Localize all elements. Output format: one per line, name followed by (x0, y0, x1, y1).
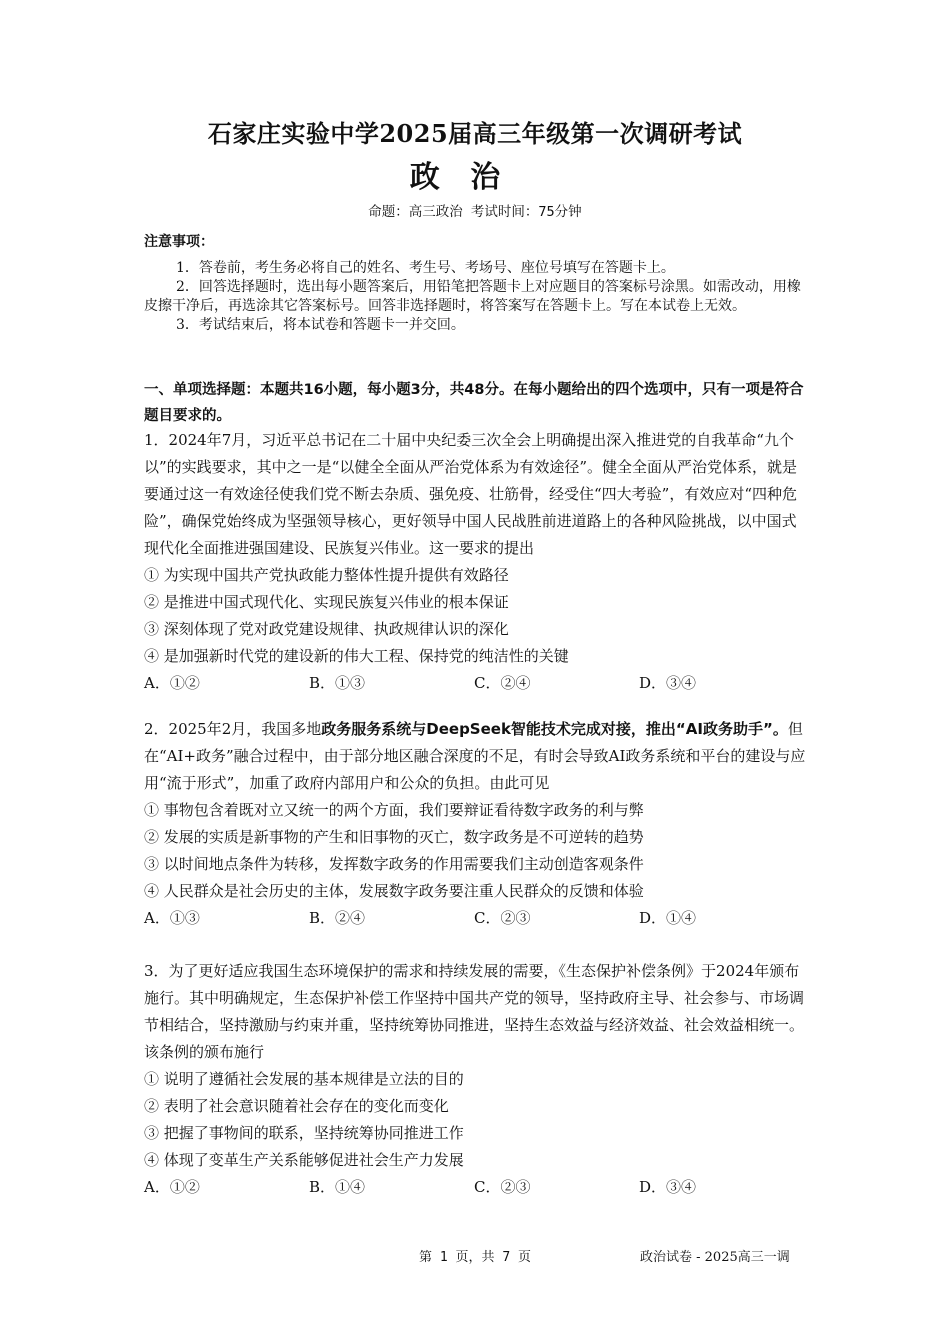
exam-meta: 命题：高三政治 考试时间：75分钟 (368, 204, 582, 220)
option-b: B．②④ (309, 909, 366, 927)
exam-subject: 政 治 (409, 160, 511, 195)
option-a: A．①③ (144, 909, 200, 927)
section-title: 一、单项选择题：本题共16小题，每小题3分，共48分。在每小题给出的四个选项中，只有一项是符合题目要求的。 (144, 382, 804, 424)
statement: ③ 把握了事物间的联系，坚持统筹协同推进工作 (144, 1124, 464, 1142)
statement: ③ 以时间地点条件为转移，发挥数字政务的作用需要我们主动创造客观条件 (144, 855, 644, 873)
statement: ① 事物包含着既对立又统一的两个方面，我们要辩证看待数字政务的利与弊 (144, 801, 644, 819)
option-row (144, 670, 806, 697)
statement: ② 表明了社会意识随着社会存在的变化而变化 (144, 1097, 449, 1115)
option-c: C．②③ (474, 909, 531, 927)
statement: ① 说明了遵循社会发展的基本规律是立法的目的 (144, 1070, 464, 1088)
question-stem-part: 但在“AI+政务”融合过程中，由于部分地区融合深度的不足，有时会导致AI政务系统和平台的建设与应用“流于形式”，加重了政府内部用户和公众的负担。由此可见 (144, 720, 806, 792)
option-row (144, 1174, 806, 1201)
option-a: A．①② (144, 1178, 200, 1196)
question-1 (144, 427, 806, 697)
notice-item: 1．答卷前，考生务必将自己的姓名、考生号、考场号、座位号填写在答题卡上。 (176, 260, 675, 276)
question-stem-bold: 政务服务系统与DeepSeek智能技术完成对接，推出“AI政务助手”。 (321, 720, 788, 738)
question-stem (144, 716, 806, 797)
option-d: D．③④ (639, 1178, 697, 1196)
statement: ① 为实现中国共产党执政能力整体性提升提供有效路径 (144, 566, 509, 584)
notice-list (144, 259, 804, 335)
option-d: D．①④ (639, 909, 697, 927)
option-row (144, 905, 806, 932)
document-footer: 政治试卷 - 2025高三一调 (640, 1250, 790, 1265)
option-c: C．②③ (474, 1178, 531, 1196)
question-stem-part: 2．2025年2月，我国多地 (144, 720, 322, 738)
statement: ④ 体现了变革生产关系能够促进社会生产力发展 (144, 1151, 464, 1169)
option-b: B．①④ (309, 1178, 366, 1196)
question-stem: 1．2024年7月，习近平总书记在二十届中央纪委三次全会上明确提出深入推进党的自我革命“九个以”的实践要求，其中之一是“以健全全面从严治党体系为有效途径”。健全全面从严治党体系，就是要通过这一有效途径使我们党不断去杂质、强免疫、壮筋骨，经受住“四大考验”，有效应对“四种危险”，确保党始终成为坚强领导核心，更好领导中国人民战胜前进道路上的各种风险挑战，以中国式现代化全面推进强国建设、民族复兴伟业。这一要求的提出 (144, 431, 798, 557)
statement: ④ 人民群众是社会历史的主体，发展数字政务要注重人民群众的反馈和体验 (144, 882, 644, 900)
notice-item: 3．考试结束后，将本试卷和答题卡一并交回。 (176, 317, 465, 333)
question-stem: 3．为了更好适应我国生态环境保护的需求和持续发展的需要，《生态保护补偿条例》于2024年颁布施行。其中明确规定，生态保护补偿工作坚持中国共产党的领导，坚持政府主导、社会参与、市场调节相结合，坚持激励与约束并重，坚持统筹协同推进，坚持生态效益与经济效益、社会效益相统一。该条例的颁布施行 (144, 962, 805, 1061)
page-number: 第 1 页，共 7 页 (419, 1250, 531, 1265)
statement: ② 发展的实质是新事物的产生和旧事物的灭亡，数字政务是不可逆转的趋势 (144, 828, 644, 846)
option-c: C．②④ (474, 674, 531, 692)
option-b: B．①③ (309, 674, 366, 692)
notice-heading: 注意事项： (144, 234, 214, 250)
option-a: A．①② (144, 674, 200, 692)
question-3 (144, 958, 806, 1201)
statement: ② 是推进中国式现代化、实现民族复兴伟业的根本保证 (144, 593, 509, 611)
question-2 (144, 716, 806, 932)
notice-item: 2．回答选择题时，选出每小题答案后，用铅笔把答题卡上对应题目的答案标号涂黑。如需改动，用橡皮擦干净后，再选涂其它答案标号。回答非选择题时，将答案写在答题卡上。写在本试卷上无效。 (144, 279, 801, 314)
option-d: D．③④ (639, 674, 697, 692)
statement: ③ 深刻体现了党对政党建设规律、执政规律认识的深化 (144, 620, 509, 638)
statement: ④ 是加强新时代党的建设新的伟大工程、保持党的纯洁性的关键 (144, 647, 569, 665)
exam-title: 石家庄实验中学2025届高三年级第一次调研考试 (207, 119, 743, 148)
